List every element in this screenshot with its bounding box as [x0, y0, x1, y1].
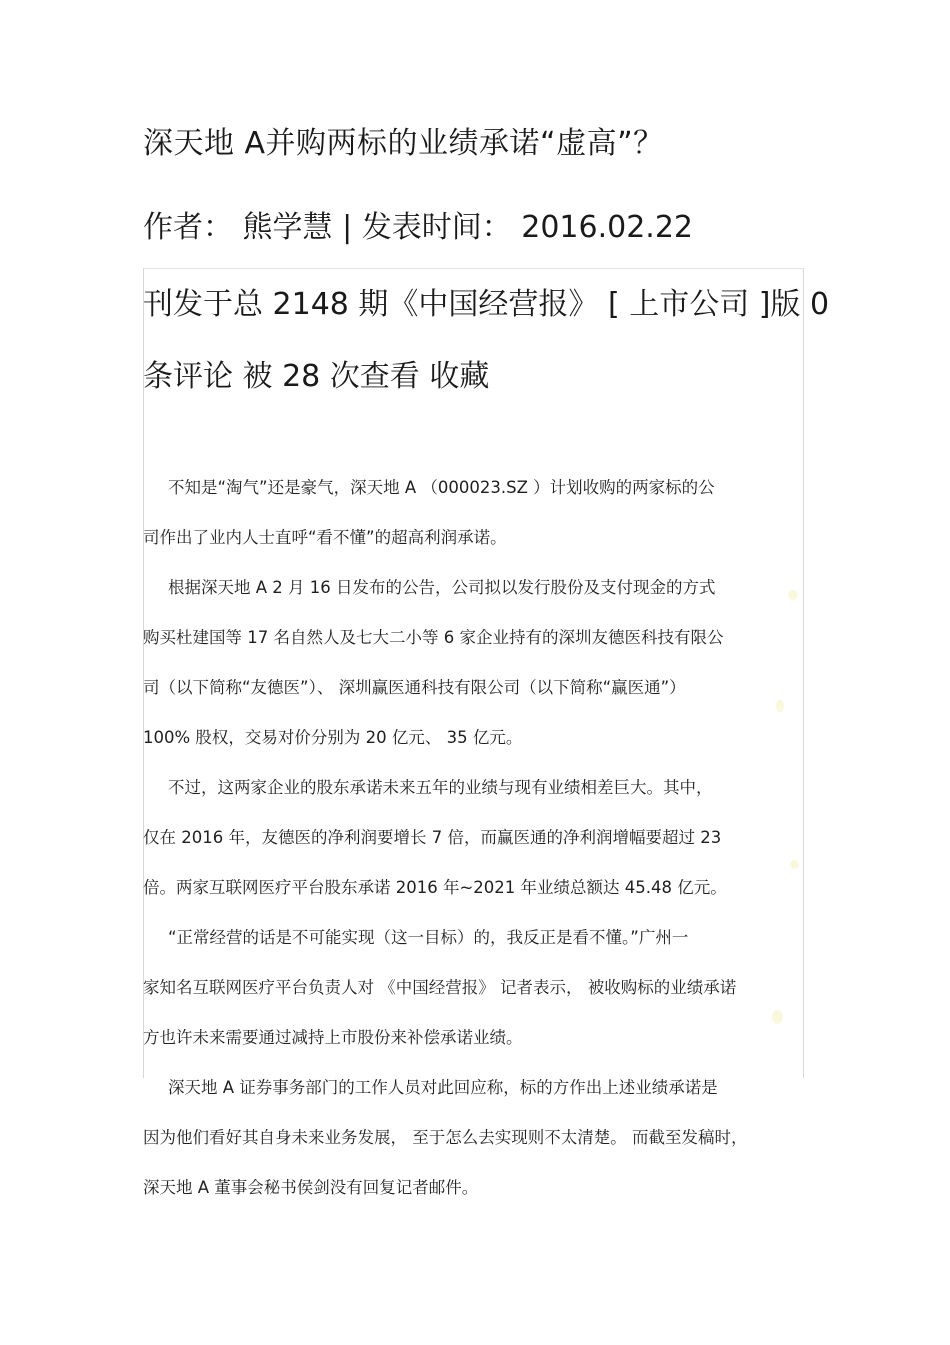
body-line: “正常经营的话是不可能实现（这一目标）的，我反正是看不懂。”广州一: [168, 928, 689, 947]
body-line: 司（以下简称“友德医”）、 深圳赢医通科技有限公司（以下简称“赢医通”）: [143, 678, 686, 697]
body-line: 深天地 A 董事会秘书侯剑没有回复记者邮件。: [143, 1178, 479, 1197]
scan-speck: [788, 590, 798, 600]
body-line: 方也许未来需要通过减持上市股份来补偿承诺业绩。: [143, 1028, 523, 1047]
article-title: 深天地 A并购两标的业绩承诺“虚高”？: [143, 126, 664, 161]
scan-speck: [772, 1010, 783, 1024]
body-line: 倍。两家互联网医疗平台股东承诺 2016 年~2021 年业绩总额达 45.48 亿元。: [143, 878, 727, 897]
scan-speck: [776, 700, 784, 712]
body-line: 不过，这两家企业的股东承诺未来五年的业绩与现有业绩相差巨大。其中，: [168, 778, 713, 797]
body-line: 根据深天地 A 2 月 16 日发布的公告，公司拟以发行股份及支付现金的方式: [168, 578, 716, 597]
publication-info: 刊发于总 2148 期《中国经营报》 [ 上市公司 ]版 0: [143, 287, 830, 322]
body-line: 司作出了业内人士直呼“看不懂”的超高利润承诺。: [143, 528, 507, 547]
comment-view-count: 条评论 被 28 次查看 收藏: [143, 359, 490, 394]
body-line: 100% 股权，交易对价分别为 20 亿元、 35 亿元。: [143, 728, 523, 747]
body-line: 因为他们看好其自身未来业务发展， 至于怎么去实现则不太清楚。 而截至发稿时，: [143, 1128, 748, 1147]
body-line: 深天地 A 证券事务部门的工作人员对此回应称，标的方作出上述业绩承诺是: [168, 1078, 718, 1097]
body-line: 购买杜建国等 17 名自然人及七大二小等 6 家企业持有的深圳友德医科技有限公: [143, 628, 724, 647]
body-line: 仅在 2016 年，友德医的净利润要增长 7 倍，而赢医通的净利润增幅要超过 23: [143, 828, 722, 847]
scan-speck: [790, 860, 799, 869]
body-line: 家知名互联网医疗平台负责人对 《中国经营报》 记者表示， 被收购标的业绩承诺: [143, 978, 737, 997]
body-line: 不知是“淘气”还是豪气，深天地 A （000023.SZ ）计划收购的两家标的公: [168, 478, 715, 497]
article-byline: 作者： 熊学慧 | 发表时间： 2016.02.22: [143, 210, 694, 245]
